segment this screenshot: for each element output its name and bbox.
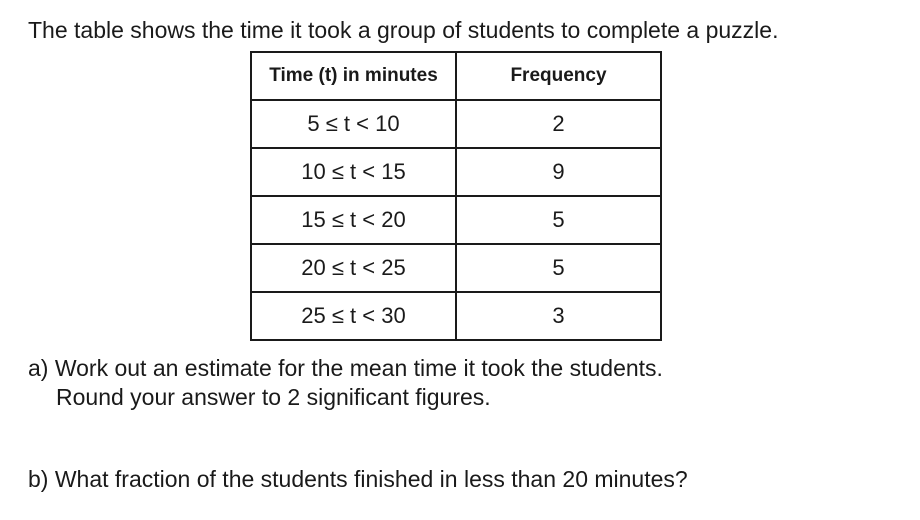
table-row	[251, 148, 661, 196]
question-a-line2: Round your answer to 2 significant figures.	[56, 384, 491, 410]
table-row	[251, 292, 661, 340]
frequency-cell: 9	[456, 148, 661, 196]
frequency-cell: 2	[456, 100, 661, 148]
header-time: Time (t) in minutes	[251, 52, 456, 100]
header-frequency: Frequency	[456, 52, 661, 100]
intro-text: The table shows the time it took a group of students to complete a puzzle.	[28, 17, 779, 43]
question-b: b) What fraction of the students finished in less than 20 minutes?	[28, 466, 688, 492]
time-cell: 20 ≤ t < 25	[251, 244, 456, 292]
table-row	[251, 100, 661, 148]
question-a-line1: a) Work out an estimate for the mean time it took the students.	[28, 355, 663, 381]
frequency-table	[250, 51, 662, 341]
table-row	[251, 196, 661, 244]
table-row	[251, 244, 661, 292]
time-cell: 25 ≤ t < 30	[251, 292, 456, 340]
time-cell: 15 ≤ t < 20	[251, 196, 456, 244]
time-cell: 5 ≤ t < 10	[251, 100, 456, 148]
time-cell: 10 ≤ t < 15	[251, 148, 456, 196]
frequency-cell: 5	[456, 196, 661, 244]
table-header-row	[251, 52, 661, 100]
frequency-cell: 5	[456, 244, 661, 292]
frequency-cell: 3	[456, 292, 661, 340]
